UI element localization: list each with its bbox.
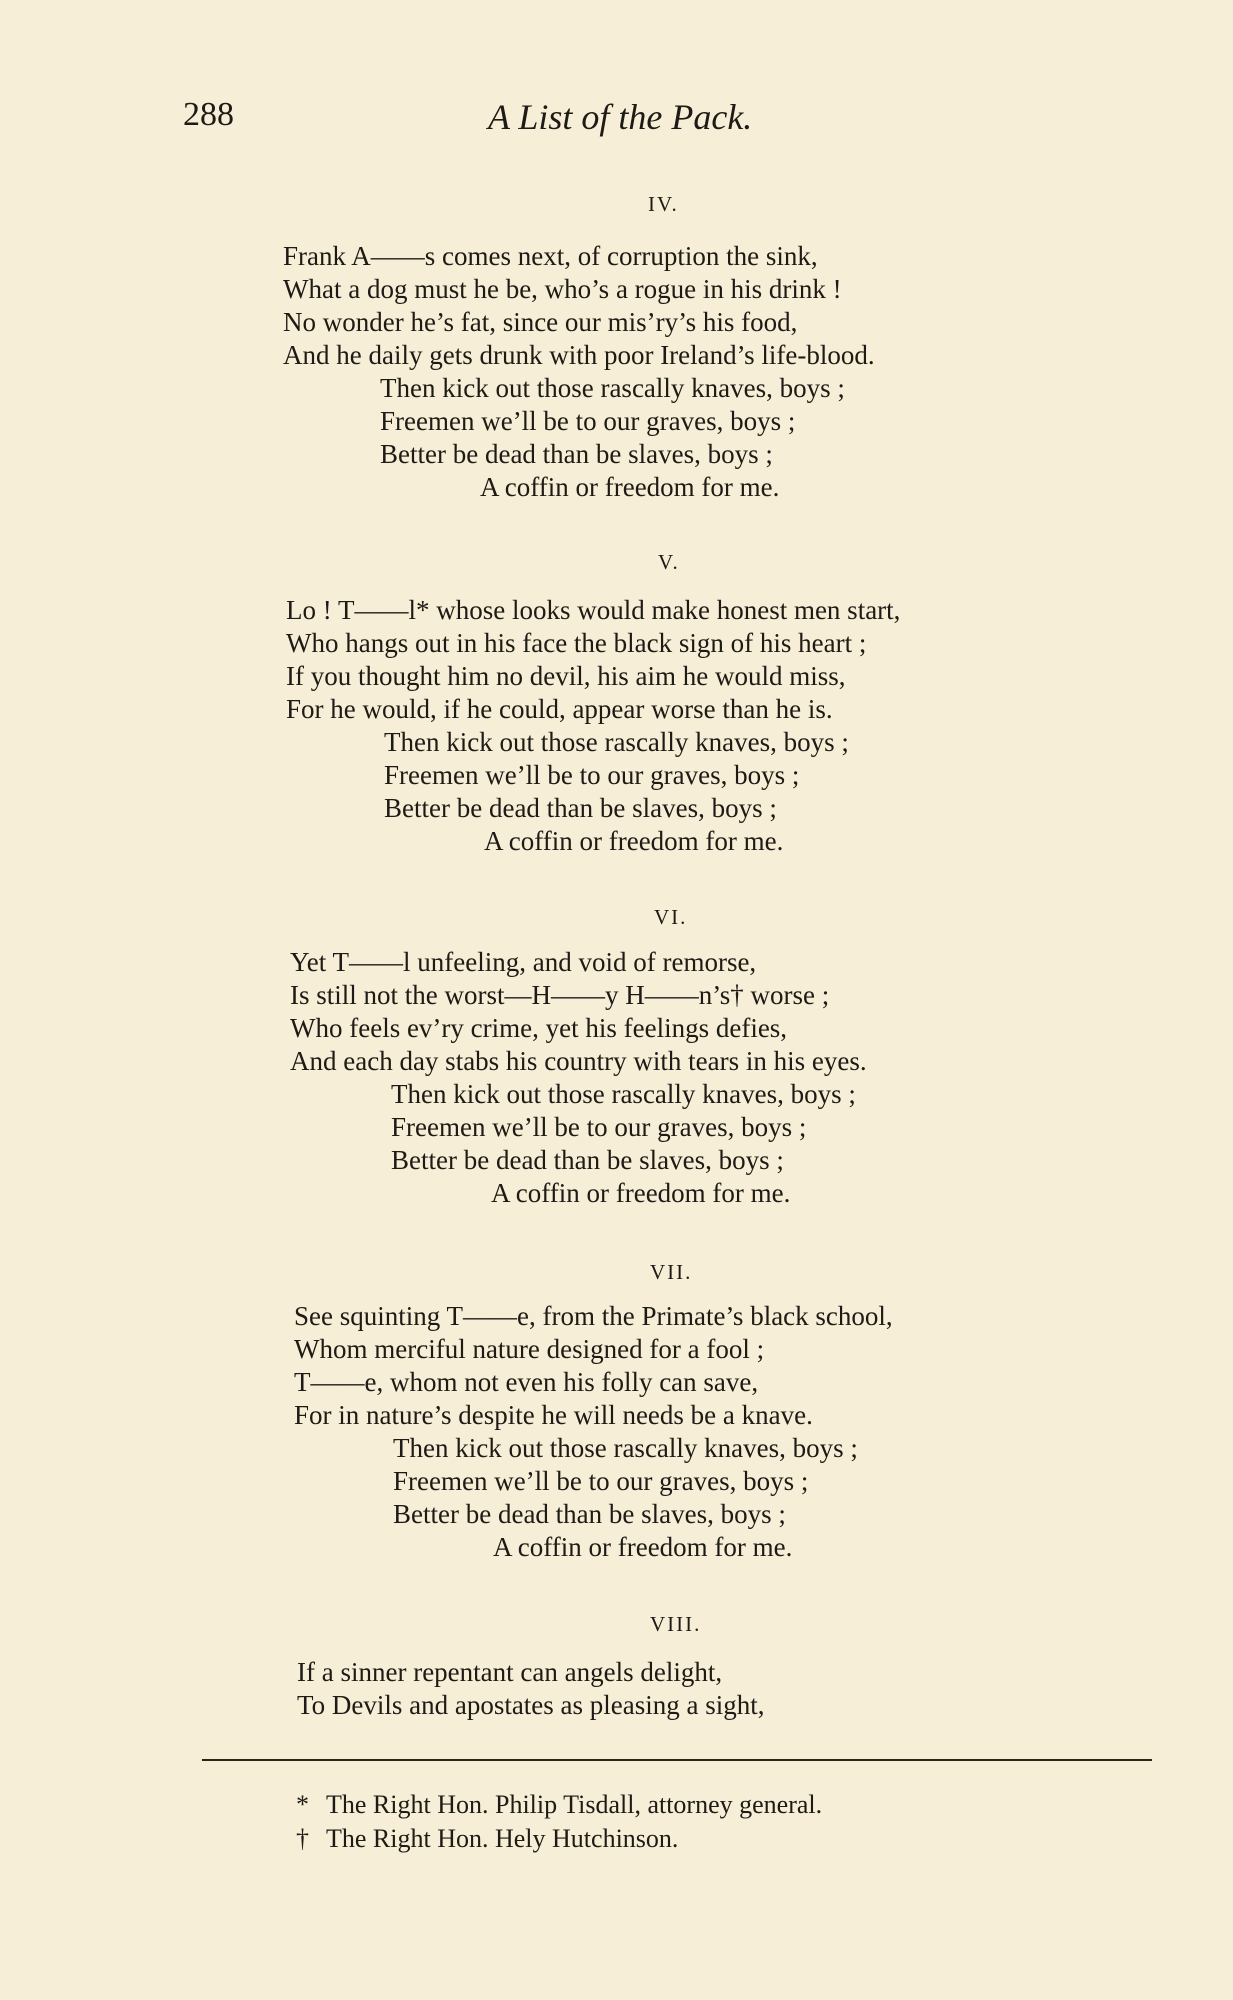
page-number: 288 bbox=[183, 96, 234, 133]
chorus-line: Then kick out those rascally knaves, boys ; bbox=[393, 1433, 858, 1463]
chorus-line: Better be dead than be slaves, boys ; bbox=[393, 1499, 786, 1529]
verse-line: T——e, whom not even his folly can save, bbox=[294, 1367, 759, 1397]
verse-line: Who feels ev’ry crime, yet his feelings defies, bbox=[290, 1013, 788, 1043]
verse-line: For in nature’s despite he will needs be a knave. bbox=[294, 1400, 813, 1430]
chorus-line: A coffin or freedom for me. bbox=[491, 1178, 791, 1208]
verse-line: If you thought him no devil, his aim he would miss, bbox=[286, 661, 846, 691]
chorus-line: Then kick out those rascally knaves, boys ; bbox=[384, 727, 849, 757]
stanza-number: VIII. bbox=[650, 1612, 702, 1636]
chorus-line: Then kick out those rascally knaves, boys ; bbox=[391, 1079, 856, 1109]
verse-line: What a dog must he be, who’s a rogue in his drink ! bbox=[283, 274, 842, 304]
verse-line: Who hangs out in his face the black sign of his heart ; bbox=[286, 628, 867, 658]
stanza-number: VI. bbox=[654, 905, 688, 929]
verse-line: To Devils and apostates as pleasing a sight, bbox=[297, 1690, 765, 1720]
verse-line: Lo ! T——l* whose looks would make honest men start, bbox=[286, 595, 901, 625]
verse-line: No wonder he’s fat, since our mis’ry’s his food, bbox=[283, 307, 798, 337]
chorus-line: Better be dead than be slaves, boys ; bbox=[380, 439, 773, 469]
chorus-line: Better be dead than be slaves, boys ; bbox=[384, 793, 777, 823]
stanza-number: V. bbox=[658, 550, 680, 574]
footnote-rule bbox=[202, 1759, 1152, 1761]
footnote-text: The Right Hon. Hely Hutchinson. bbox=[326, 1824, 679, 1853]
verse-line: Whom merciful nature designed for a fool ; bbox=[294, 1334, 765, 1364]
chorus-line: Better be dead than be slaves, boys ; bbox=[391, 1145, 784, 1175]
footnote-text: The Right Hon. Philip Tisdall, attorney general. bbox=[326, 1790, 823, 1819]
footnote-1 bbox=[296, 1790, 822, 1820]
chorus-line: Freemen we’ll be to our graves, boys ; bbox=[393, 1466, 809, 1496]
verse-line: See squinting T——e, from the Primate’s black school, bbox=[294, 1301, 893, 1331]
footnote-mark: † bbox=[296, 1824, 309, 1853]
stanza-number: IV. bbox=[648, 192, 679, 216]
footnote-2 bbox=[296, 1824, 678, 1854]
verse-line: If a sinner repentant can angels delight, bbox=[297, 1657, 723, 1687]
page-header bbox=[183, 96, 1063, 156]
chorus-line: Freemen we’ll be to our graves, boys ; bbox=[384, 760, 800, 790]
chorus-line: A coffin or freedom for me. bbox=[480, 472, 780, 502]
verse-line: And he daily gets drunk with poor Ireland’s life-blood. bbox=[283, 340, 875, 370]
footnote-mark: * bbox=[296, 1790, 309, 1819]
verse-line: Yet T——l unfeeling, and void of remorse, bbox=[290, 947, 757, 977]
verse-line: And each day stabs his country with tears in his eyes. bbox=[290, 1046, 867, 1076]
chorus-line: A coffin or freedom for me. bbox=[484, 826, 784, 856]
stanza-number: VII. bbox=[650, 1260, 693, 1284]
chorus-line: Then kick out those rascally knaves, boys ; bbox=[380, 373, 845, 403]
verse-line: Frank A——s comes next, of corruption the sink, bbox=[283, 241, 818, 271]
verse-line: Is still not the worst—H——y H——n’s† worse ; bbox=[290, 980, 830, 1010]
chorus-line: Freemen we’ll be to our graves, boys ; bbox=[380, 406, 796, 436]
verse-line: For he would, if he could, appear worse than he is. bbox=[286, 694, 833, 724]
running-title: A List of the Pack. bbox=[488, 97, 753, 137]
chorus-line: Freemen we’ll be to our graves, boys ; bbox=[391, 1112, 807, 1142]
chorus-line: A coffin or freedom for me. bbox=[493, 1532, 793, 1562]
